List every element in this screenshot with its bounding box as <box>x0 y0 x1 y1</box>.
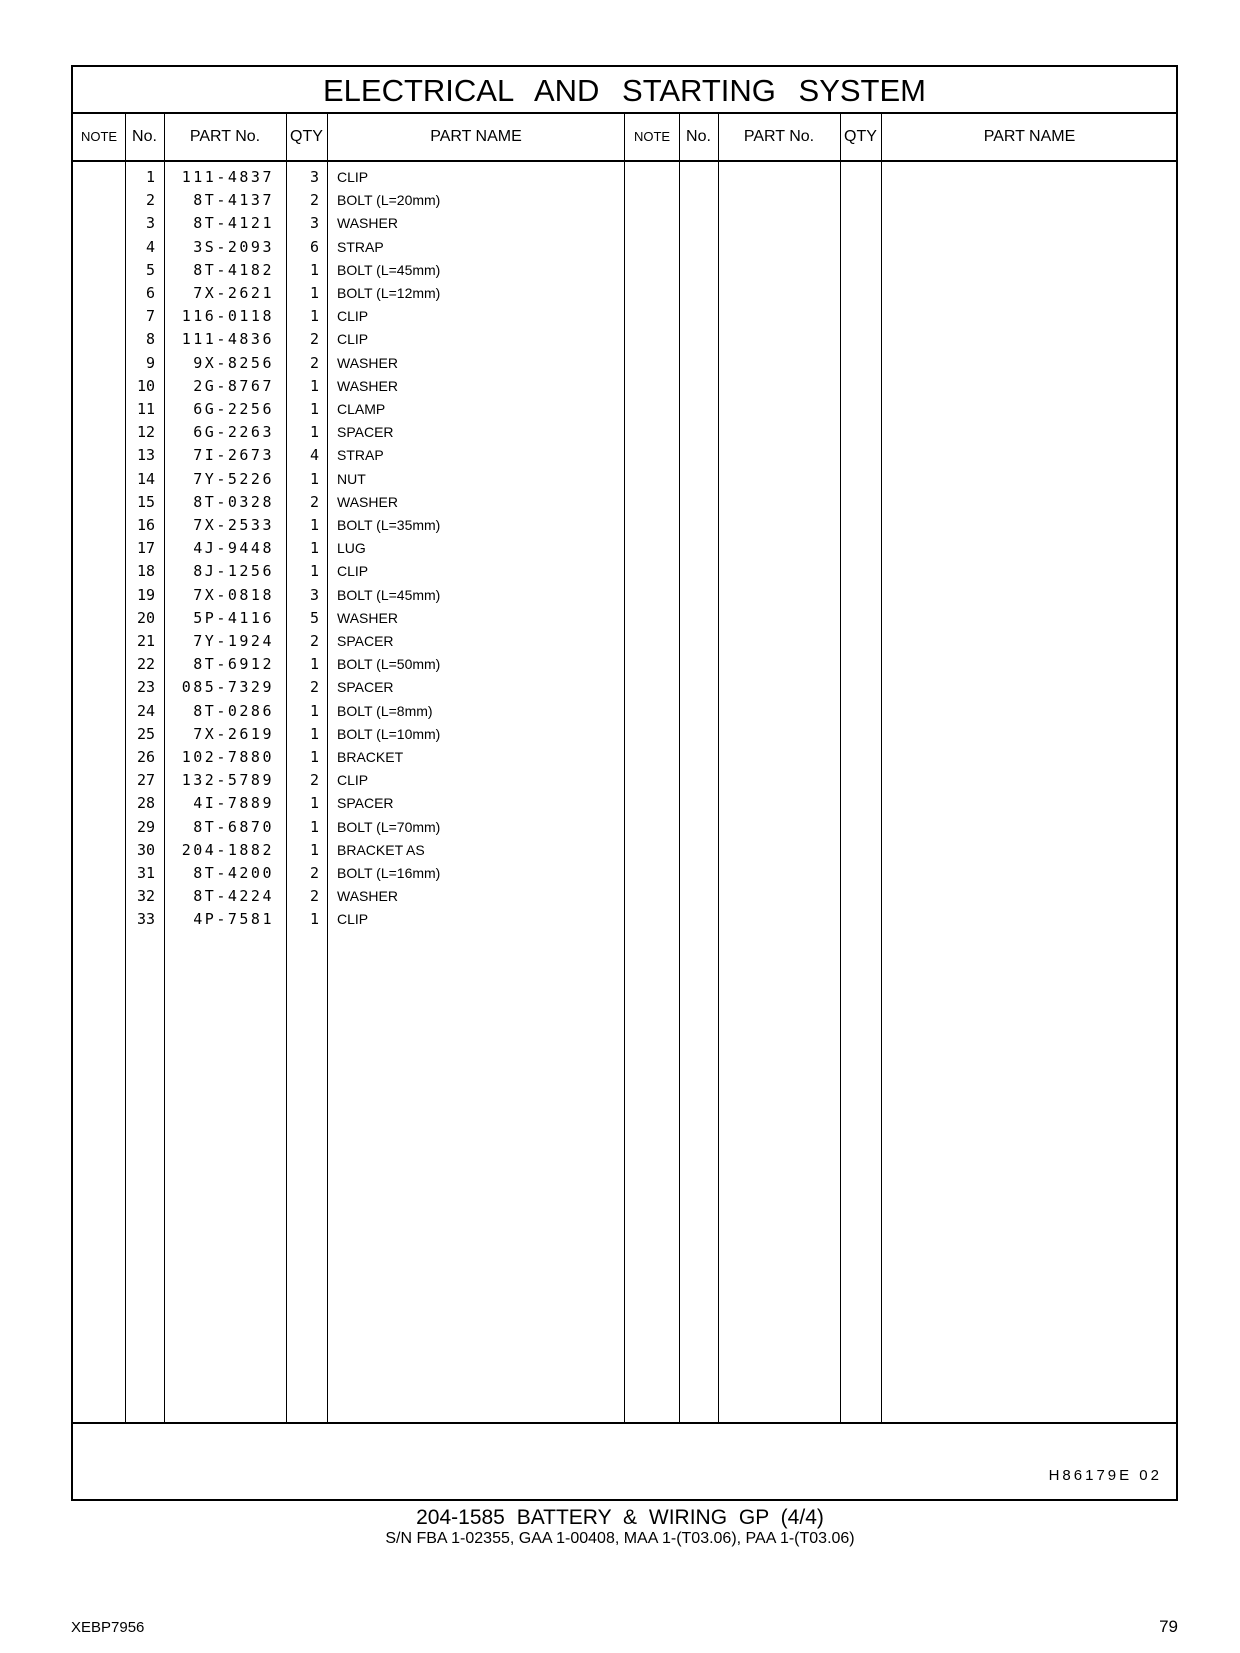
part-name: CLIP <box>337 911 369 928</box>
part-number: 4I-7889 <box>193 794 274 813</box>
part-name: WASHER <box>337 215 398 232</box>
part-name: WASHER <box>337 493 398 510</box>
part-name: BOLT (L=70mm) <box>337 818 441 835</box>
part-name: CLIP <box>337 563 369 580</box>
column-divider <box>718 114 719 1422</box>
part-name: WASHER <box>337 609 398 626</box>
item-number: 28 <box>136 794 155 813</box>
quantity: 1 <box>309 562 319 581</box>
quantity: 3 <box>309 214 319 233</box>
header-no-right: No. <box>686 128 711 145</box>
part-name: BOLT (L=45mm) <box>337 261 441 278</box>
item-number: 21 <box>136 632 155 650</box>
part-name: CLIP <box>337 169 369 185</box>
table-row <box>73 421 625 444</box>
table-row <box>73 259 625 282</box>
item-number: 17 <box>136 539 155 558</box>
quantity: 2 <box>309 632 319 650</box>
header-qty-left: QTY <box>290 128 323 145</box>
header-part-name-right: PART NAME <box>983 128 1076 145</box>
part-number: 6G-2256 <box>193 400 274 418</box>
part-number: 7Y-5226 <box>193 469 274 488</box>
part-number: 8J-1256 <box>193 562 274 581</box>
table-row <box>73 189 625 212</box>
item-number: 30 <box>136 840 155 859</box>
section-title: ELECTRICAL AND STARTING SYSTEM <box>73 67 1176 114</box>
table-row <box>73 584 625 607</box>
item-number: 12 <box>136 423 155 442</box>
part-number: 111-4837 <box>181 168 274 186</box>
part-number: 085-7329 <box>181 678 274 697</box>
part-number: 7I-2673 <box>193 446 274 465</box>
part-number: 8T-4182 <box>193 260 274 279</box>
part-name: CLIP <box>337 308 369 325</box>
table-row <box>73 282 625 305</box>
document-id: XEBP7956 <box>71 1619 145 1636</box>
table-row <box>73 537 625 560</box>
table-row <box>73 236 625 259</box>
quantity: 4 <box>309 446 319 465</box>
part-name: LUG <box>337 540 366 557</box>
item-number: 4 <box>145 237 155 256</box>
item-number: 24 <box>136 701 155 720</box>
part-number: 8T-6870 <box>193 817 274 836</box>
part-number: 5P-4116 <box>193 608 274 627</box>
quantity: 1 <box>309 260 319 279</box>
item-number: 18 <box>136 562 155 581</box>
quantity: 1 <box>309 724 319 743</box>
serial-number-range: S/N FBA 1-02355, GAA 1-00408, MAA 1-(T03.06), PAA 1-(T03.06) <box>385 1530 855 1547</box>
item-number: 15 <box>136 492 155 511</box>
table-row <box>73 560 625 583</box>
item-number: 33 <box>136 910 155 929</box>
part-number: 116-0118 <box>181 307 274 326</box>
part-number: 7X-2619 <box>193 724 274 743</box>
group-caption-title: 204-1585 BATTERY & WIRING GP (4/4) <box>416 1506 824 1529</box>
item-number: 19 <box>136 585 155 604</box>
part-name: BRACKET AS <box>337 841 425 858</box>
header-part-no-right: PART No. <box>743 128 815 145</box>
part-name: SPACER <box>337 795 394 812</box>
part-number: 8T-4121 <box>193 214 274 233</box>
quantity: 2 <box>309 887 319 906</box>
item-number: 7 <box>145 307 155 326</box>
item-number: 13 <box>136 446 155 465</box>
table-row <box>73 676 625 699</box>
item-number: 1 <box>145 168 155 186</box>
table-row <box>73 885 625 908</box>
part-name: STRAP <box>337 238 384 255</box>
quantity: 1 <box>309 840 319 859</box>
part-number: 2G-8767 <box>193 376 274 395</box>
header-part-no-left: PART No. <box>189 128 261 145</box>
quantity: 1 <box>309 748 319 766</box>
quantity: 1 <box>309 539 319 558</box>
quantity: 1 <box>309 423 319 442</box>
quantity: 2 <box>309 678 319 697</box>
part-name: BOLT (L=10mm) <box>337 725 441 742</box>
table-row <box>73 653 625 676</box>
part-number: 111-4836 <box>181 330 274 349</box>
column-divider <box>840 114 841 1422</box>
part-name: BOLT (L=45mm) <box>337 586 441 603</box>
table-row <box>73 166 625 189</box>
item-number: 11 <box>136 400 155 418</box>
table-row <box>73 792 625 815</box>
table-row <box>73 700 625 723</box>
part-name: CLAMP <box>337 401 386 417</box>
part-name: SPACER <box>337 679 394 696</box>
table-row <box>73 908 625 931</box>
item-number: 20 <box>136 608 155 627</box>
header-qty-right: QTY <box>844 128 877 145</box>
part-name: BOLT (L=50mm) <box>337 656 441 673</box>
part-name: SPACER <box>337 424 394 441</box>
quantity: 2 <box>309 864 319 882</box>
part-number: 7X-2621 <box>193 284 274 302</box>
table-row <box>73 746 625 769</box>
parts-table-frame <box>71 65 1178 1501</box>
quantity: 3 <box>309 168 319 186</box>
table-row <box>73 375 625 398</box>
quantity: 1 <box>309 910 319 929</box>
item-number: 25 <box>136 724 155 743</box>
part-number: 8T-4137 <box>193 191 274 210</box>
table-row <box>73 444 625 467</box>
part-number: 3S-2093 <box>193 237 274 256</box>
item-number: 6 <box>145 284 155 302</box>
part-name: BOLT (L=16mm) <box>337 865 441 881</box>
quantity: 2 <box>309 191 319 210</box>
part-name: BOLT (L=8mm) <box>337 702 433 719</box>
item-number: 22 <box>136 655 155 674</box>
header-no-left: No. <box>132 128 157 145</box>
table-row <box>73 607 625 630</box>
quantity: 2 <box>309 492 319 511</box>
table-row <box>73 839 625 862</box>
table-bottom-rule <box>73 1422 1176 1424</box>
item-number: 5 <box>145 260 155 279</box>
part-name: BOLT (L=12mm) <box>337 285 441 301</box>
table-row <box>73 723 625 746</box>
part-name: WASHER <box>337 354 398 371</box>
table-row <box>73 212 625 235</box>
quantity: 1 <box>309 655 319 674</box>
part-number: 7X-0818 <box>193 585 274 604</box>
table-row <box>73 398 625 421</box>
table-row <box>73 305 625 328</box>
quantity: 1 <box>309 376 319 395</box>
quantity: 2 <box>309 353 319 372</box>
part-number: 9X-8256 <box>193 353 274 372</box>
table-row <box>73 491 625 514</box>
table-row <box>73 862 625 885</box>
table-row <box>73 514 625 537</box>
part-name: CLIP <box>337 331 369 348</box>
part-name: NUT <box>337 470 366 487</box>
part-number: 132-5789 <box>181 771 274 790</box>
item-number: 26 <box>136 748 155 766</box>
item-number: 31 <box>136 864 155 882</box>
table-row <box>73 352 625 375</box>
part-number: 6G-2263 <box>193 423 274 442</box>
table-row <box>73 769 625 792</box>
part-number: 102-7880 <box>181 748 274 766</box>
part-name: WASHER <box>337 888 398 905</box>
drawing-code: H86179E 02 <box>1048 1467 1162 1484</box>
part-name: BOLT (L=20mm) <box>337 192 441 209</box>
item-number: 23 <box>136 678 155 697</box>
part-number: 4J-9448 <box>193 539 274 558</box>
part-number: 8T-4200 <box>193 864 274 882</box>
item-number: 27 <box>136 771 155 790</box>
header-note-left: NOTE <box>80 129 118 144</box>
table-row <box>73 816 625 839</box>
part-number: 8T-4224 <box>193 887 274 906</box>
quantity: 1 <box>309 516 319 534</box>
quantity: 3 <box>309 585 319 604</box>
quantity: 5 <box>309 608 319 627</box>
item-number: 32 <box>136 887 155 906</box>
header-note-right: NOTE <box>633 129 671 144</box>
quantity: 1 <box>309 307 319 326</box>
header-part-name-left: PART NAME <box>430 128 522 145</box>
quantity: 1 <box>309 284 319 302</box>
part-number: 8T-0328 <box>193 492 274 511</box>
page-number: 79 <box>1159 1617 1178 1636</box>
item-number: 14 <box>136 469 155 488</box>
quantity: 1 <box>309 701 319 720</box>
table-row <box>73 328 625 351</box>
table-row <box>73 468 625 491</box>
part-name: CLIP <box>337 772 369 789</box>
quantity: 1 <box>309 400 319 418</box>
part-name: BOLT (L=35mm) <box>337 517 441 533</box>
item-number: 3 <box>145 214 155 233</box>
part-number: 8T-0286 <box>193 701 274 720</box>
part-number: 7X-2533 <box>193 516 274 534</box>
column-divider <box>881 114 882 1422</box>
part-number: 4P-7581 <box>193 910 274 929</box>
part-number: 7Y-1924 <box>193 632 274 650</box>
item-number: 16 <box>136 516 155 534</box>
quantity: 2 <box>309 771 319 790</box>
item-number: 9 <box>145 353 155 372</box>
quantity: 2 <box>309 330 319 349</box>
part-name: BRACKET <box>337 749 404 765</box>
column-divider <box>679 114 680 1422</box>
item-number: 29 <box>136 817 155 836</box>
quantity: 1 <box>309 817 319 836</box>
part-name: SPACER <box>337 633 394 649</box>
part-name: WASHER <box>337 377 398 394</box>
part-number: 204-1882 <box>181 840 274 859</box>
part-name: STRAP <box>337 447 384 464</box>
item-number: 10 <box>136 376 155 395</box>
quantity: 1 <box>309 794 319 813</box>
table-row <box>73 630 625 653</box>
quantity: 1 <box>309 469 319 488</box>
part-number: 8T-6912 <box>193 655 274 674</box>
quantity: 6 <box>309 237 319 256</box>
item-number: 2 <box>145 191 155 210</box>
item-number: 8 <box>145 330 155 349</box>
